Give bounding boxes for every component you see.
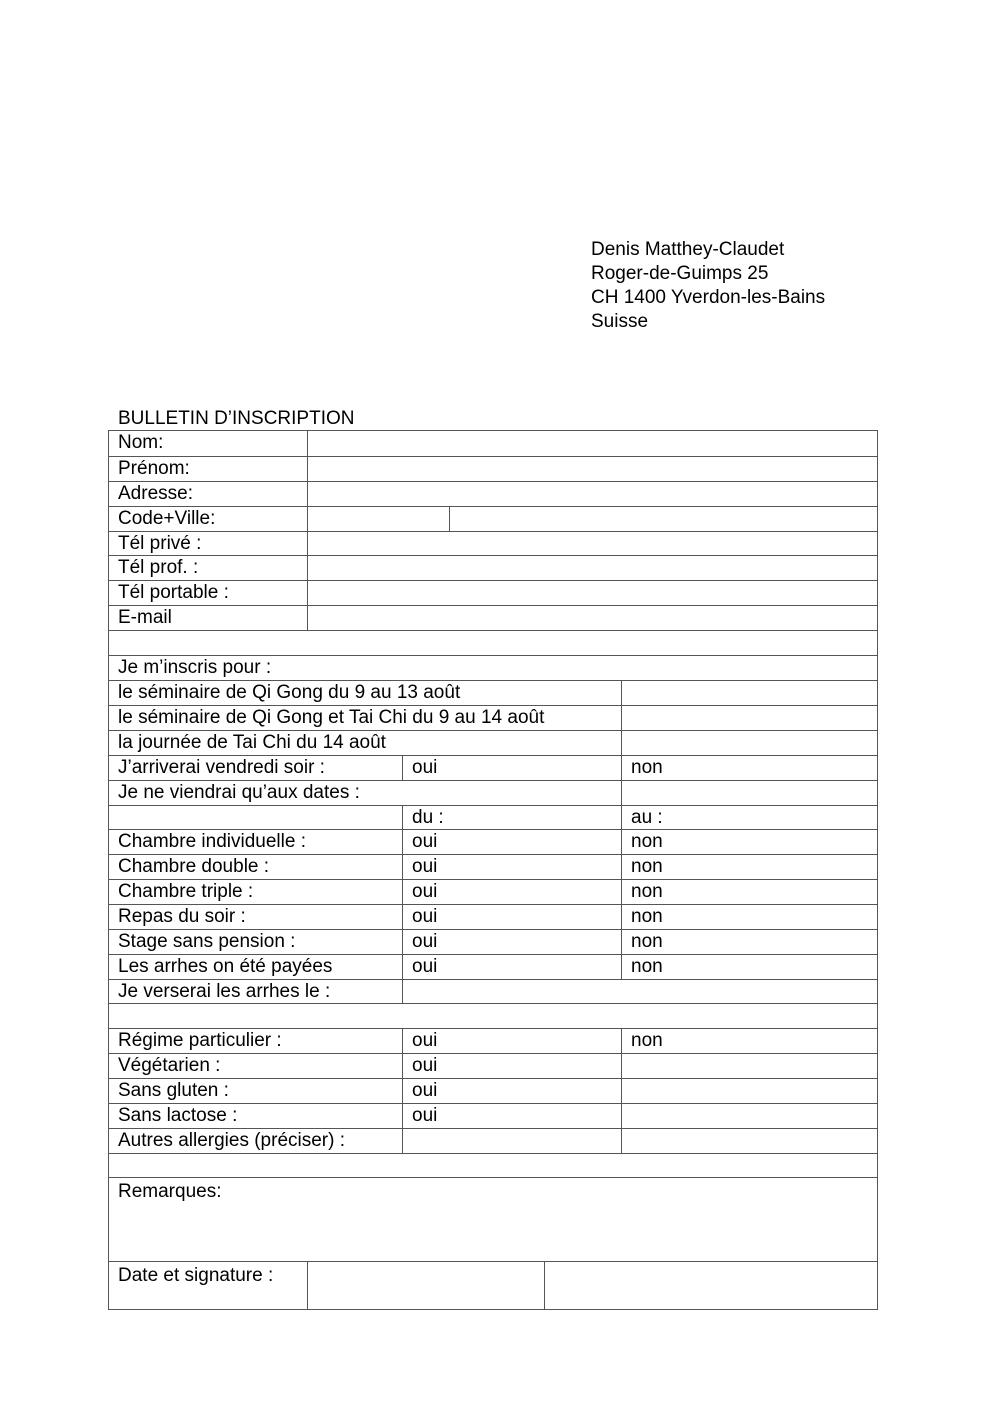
address-country: Suisse [591,311,649,332]
label-signature: Date et signature : [118,1265,274,1286]
row-tel-prive [109,531,877,555]
nom-field[interactable] [307,431,877,456]
arrivee-non[interactable]: non [621,756,877,780]
option-oui[interactable]: oui [402,955,621,979]
label-code-ville: Code+Ville: [118,508,216,529]
option-non[interactable]: non [621,880,877,904]
address-street: Roger-de-Guimps 25 [591,263,769,284]
option-label: Chambre double : [118,856,270,877]
row-spacer-2 [109,1003,877,1028]
row-option [109,929,877,954]
journee-taichi-field[interactable] [621,731,877,755]
ville-field[interactable] [449,507,877,531]
row-option [109,904,877,929]
label-tel-prive: Tél privé : [118,533,202,554]
row-tel-prof [109,555,877,580]
option-label: Stage sans pension : [118,931,296,952]
option-non[interactable]: non [621,905,877,929]
adresse-field[interactable] [307,482,877,506]
date-au-field[interactable]: au : [621,806,877,829]
option-label: Repas du soir : [118,906,246,927]
registration-form [108,430,878,1310]
code-field[interactable] [307,507,449,531]
option-non[interactable]: non [621,855,877,879]
date-du-field[interactable]: du : [402,806,621,829]
row-signature [109,1261,877,1309]
option-non[interactable]: non [621,955,877,979]
address-name: Denis Matthey-Claudet [591,239,785,260]
row-spacer-1 [109,630,877,655]
label-prenom: Prénom: [118,458,190,479]
signature-field[interactable] [544,1262,877,1309]
du-au-spacer [109,806,402,829]
row-seminaire-qigong-taichi [109,705,877,730]
tel-prof-field[interactable] [307,556,877,580]
recipient-address [591,238,825,334]
option-oui[interactable]: oui [402,855,621,879]
row-code-ville [109,506,877,531]
row-du-au [109,805,877,829]
tel-prive-field[interactable] [307,532,877,555]
arrhes-date-field[interactable] [402,980,877,1003]
row-arrhes [109,979,877,1003]
seminaire-qigong-taichi-field[interactable] [621,706,877,730]
label-email: E-mail [118,607,172,628]
option-oui[interactable]: oui [402,905,621,929]
label-sans-lactose: Sans lactose : [118,1105,238,1126]
row-option [109,829,877,854]
row-option [109,879,877,904]
row-arrivee [109,755,877,780]
row-remarques [109,1177,877,1261]
label-nom: Nom: [118,432,164,453]
row-sans-lactose [109,1103,877,1128]
autres-allergies-field[interactable] [402,1129,621,1153]
label-tel-prof: Tél prof. : [118,557,199,578]
label-tel-portable: Tél portable : [118,582,229,603]
label-adresse: Adresse: [118,483,193,504]
label-seminaire-qigong-taichi: le séminaire de Qi Gong et Tai Chi du 9 au 14 août [118,707,545,728]
row-regime [109,1028,877,1053]
row-journee-taichi [109,730,877,755]
option-non[interactable]: non [621,930,877,954]
option-non[interactable]: non [621,830,877,854]
regime-non[interactable]: non [621,1029,877,1053]
row-dates [109,780,877,805]
regime-oui[interactable]: oui [402,1029,621,1053]
option-label: Chambre individuelle : [118,831,306,852]
arrivee-oui[interactable]: oui [402,756,621,780]
remarques-field[interactable] [109,1178,877,1261]
option-oui[interactable]: oui [402,830,621,854]
row-autres-allergies [109,1128,877,1153]
vegetarien-oui[interactable]: oui [402,1054,621,1078]
row-prenom [109,456,877,481]
date-field[interactable] [307,1262,544,1309]
row-email [109,605,877,630]
prenom-field[interactable] [307,457,877,481]
row-seminaire-qigong [109,680,877,705]
label-remarques: Remarques: [118,1181,222,1202]
label-autres-allergies: Autres allergies (préciser) : [118,1130,346,1151]
row-nom [109,431,877,456]
sans-gluten-oui[interactable]: oui [402,1079,621,1103]
row-tel-portable [109,580,877,605]
form-title: BULLETIN D’INSCRIPTION [118,408,355,429]
option-label: Les arrhes on été payées [118,956,333,977]
sans-gluten-empty[interactable] [621,1079,877,1103]
sans-lactose-empty[interactable] [621,1104,877,1128]
autres-allergies-field-2[interactable] [621,1129,877,1153]
vegetarien-empty[interactable] [621,1054,877,1078]
row-vegetarien [109,1053,877,1078]
option-oui[interactable]: oui [402,930,621,954]
sans-lactose-oui[interactable]: oui [402,1104,621,1128]
label-arrivee: J’arriverai vendredi soir : [118,757,325,778]
address-city: CH 1400 Yverdon-les-Bains [591,287,826,308]
row-sans-gluten [109,1078,877,1103]
option-label: Chambre triple : [118,881,254,902]
row-option [109,854,877,879]
email-field[interactable] [307,606,877,630]
label-regime: Régime particulier : [118,1030,282,1051]
label-journee-taichi: la journée de Tai Chi du 14 août [118,732,386,753]
seminaire-qigong-field[interactable] [621,681,877,705]
label-sans-gluten: Sans gluten : [118,1080,229,1101]
label-seminaire-qigong: le séminaire de Qi Gong du 9 au 13 août [118,682,461,703]
label-arrhes: Je verserai les arrhes le : [118,981,331,1002]
option-oui[interactable]: oui [402,880,621,904]
row-option [109,954,877,979]
dates-field[interactable] [621,781,877,805]
row-inscription-header [109,655,877,680]
label-vegetarien: Végétarien : [118,1055,221,1076]
row-adresse [109,481,877,506]
label-dates: Je ne viendrai qu’aux dates : [118,782,360,803]
inscription-header: Je m’inscris pour : [118,657,272,678]
tel-portable-field[interactable] [307,581,877,605]
row-spacer-3 [109,1153,877,1177]
